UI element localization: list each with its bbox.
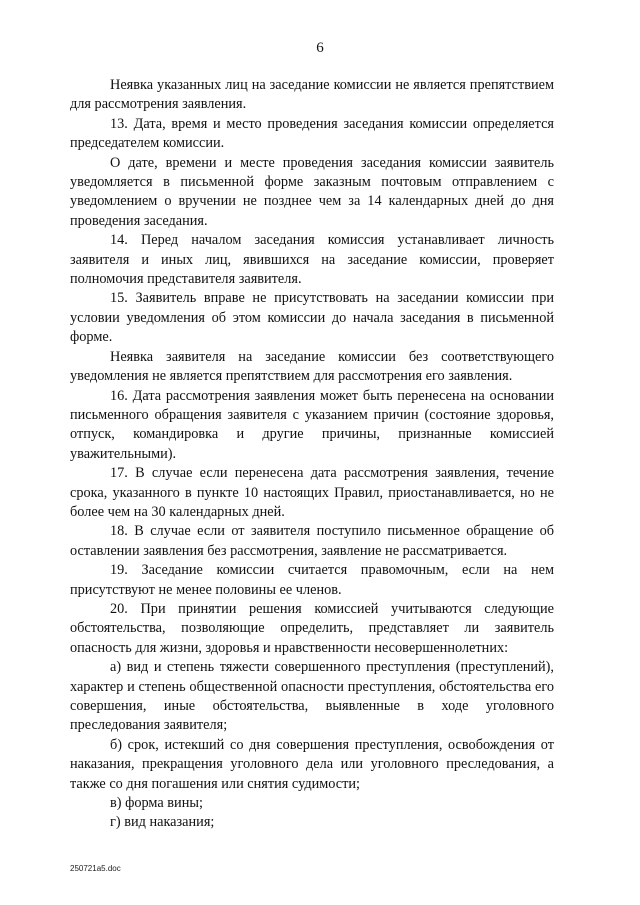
paragraph-item-19: 19. Заседание комиссии считается правомочным, если на нем присутствуют не менее половины ее членов. <box>70 562 554 598</box>
document-body <box>70 76 554 833</box>
paragraph-applicant-absence: Неявка заявителя на заседание комиссии без соответствующего уведомления не является препятствием для рассмотрения его заявления. <box>70 348 554 385</box>
paragraph-absence-not-obstacle: Неявка указанных лиц на заседание комиссии не является препятствием для рассмотрения заявления. <box>70 77 554 113</box>
paragraph-item-15: 15. Заявитель вправе не присутствовать на заседании комиссии при условии уведомления об этом комиссии до начала заседания в письменной форме. <box>70 290 554 346</box>
paragraph-item-18: 18. В случае если от заявителя поступило письменное обращение об оставлении заявления без рассмотрения, заявление не рассматривается. <box>70 523 554 559</box>
footer-filename: 250721a5.doc <box>70 864 121 873</box>
paragraph-item-20: 20. При принятии решения комиссией учитываются следующие обстоятельства, позволяющие определить, представляет ли заявитель опасность для жизни, здоровья и нравственности несовершеннолетних: <box>70 600 554 656</box>
paragraph-notification: О дате, времени и месте проведения заседания комиссии заявитель уведомляется в письменной форме заказным почтовым отправлением с уведомлением о вручении не позднее чем за 14 календарных дней до дня проведения заседания. <box>70 154 554 229</box>
paragraph-subitem-g: г) вид наказания; <box>110 814 215 831</box>
page-number: 6 <box>316 40 324 56</box>
paragraph-subitem-a: а) вид и степень тяжести совершенного преступления (преступлений), характер и степень общественной опасности преступления, обстоятельства его совершения, иные обстоятельства, выявленные в ходе уголовного преследования заявителя; <box>70 659 554 734</box>
paragraph-subitem-b: б) срок, истекший со дня совершения преступления, освобождения от наказания, прекращения уголовного дела или уголовного преследования, а также со дня погашения или снятия судимости; <box>70 736 554 792</box>
paragraph-item-17: 17. В случае если перенесена дата рассмотрения заявления, течение срока, указанного в пункте 10 настоящих Правил, приостанавливается, но не более чем на 30 календарных дней. <box>70 465 554 520</box>
paragraph-item-13: 13. Дата, время и место проведения заседания комиссии определяется председателем комиссии. <box>70 115 554 152</box>
paragraph-subitem-v: в) форма вины; <box>110 795 203 812</box>
paragraph-item-14: 14. Перед началом заседания комиссия устанавливает личность заявителя и иных лиц, явившихся на заседание комиссии, проверяет полномочия представителя заявителя. <box>70 232 554 288</box>
paragraph-item-16: 16. Дата рассмотрения заявления может быть перенесена на основании письменного обращения заявителя с указанием причин (состояние здоровья, отпуск, командировка и другие причины, признанные комиссией уважительными). <box>70 387 554 462</box>
